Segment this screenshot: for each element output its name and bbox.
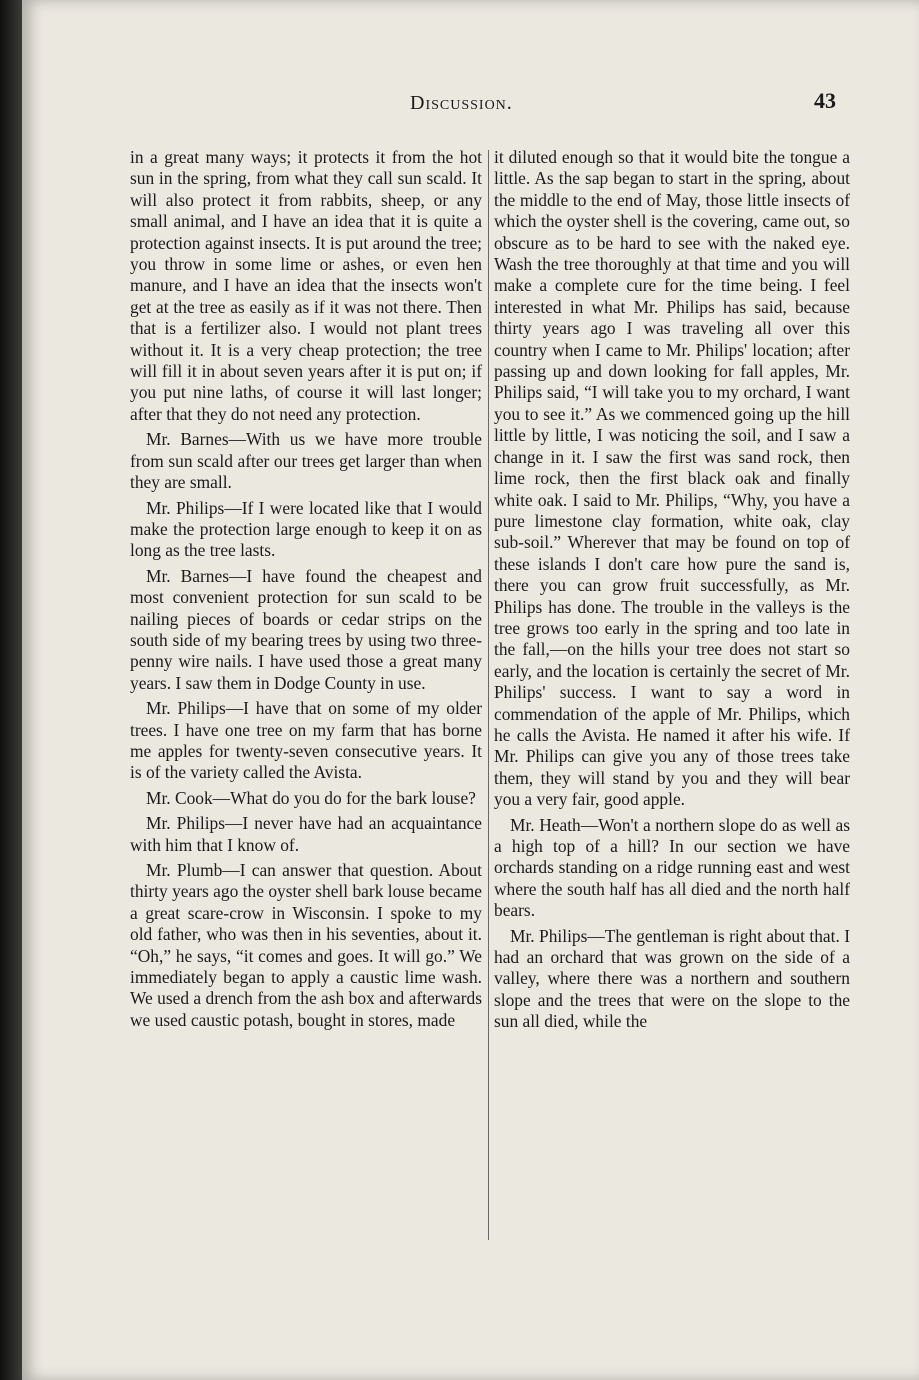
paragraph: Mr. Plumb—I can answer that question. About thirty years ago the oyster shell bark louse became a great scare-crow in Wisconsin. I spoke to my old father, who was then in his seventies, about it. “Oh,” he says, “it comes and goes. It will go.” We immediately began to apply a caustic lime wash. We used a drench from the ash box and afterwards we used caustic potash, bought in stores, made bbox=[130, 860, 482, 1030]
paragraph: Mr. Heath—Won't a northern slope do as well as a high top of a hill? In our section we have orchards standing on a ridge running east and west where the south half has all died and the north half bears. bbox=[494, 814, 850, 921]
paragraph: Mr. Barnes—With us we have more trouble from sun scald after our trees get larger than when they are small. bbox=[130, 429, 482, 493]
book-page bbox=[22, 0, 919, 1380]
paragraph: it diluted enough so that it would bite the tongue a little. As the sap began to start in the spring, about the middle to the end of May, those little insects of which the oyster shell is the covering, came out, so obscure as to be hard to see with the naked eye. Wash the tree thoroughly at that time and you will make a complete cure for the time being. I feel interested in what Mr. Philips has said, because thirty years ago I was traveling all over this country when I came to Mr. Philips' location; after passing up and down looking for fall apples, Mr. Philips said, “I will take you to my orchard, I want you to see it.” As we commenced going up the hill little by little, I was noticing the soil, and I saw a change in it. I saw the first was sand rock, then lime rock, then the first black oak and finally white oak. I said to Mr. Philips, “Why, you have a pure limestone clay formation, white oak, clay sub-soil.” Wherever that may be found on top of these islands I don't care how pure the sand is, there you can grow fruit successfully, as Mr. Philips has done. The trouble in the valleys is the tree grows too early in the spring and too late in the fall,—on the hills your tree does not start so early, and the location is certainly the secret of Mr. Philips' success. I want to say a word in commendation of the apple of Mr. Philips, which he calls the Avista. He named it after his wife. If Mr. Philips can give you any of those trees take them, they will stand by you and they will bear you a very fair, good apple. bbox=[494, 147, 850, 810]
paragraph: Mr. Philips—I have that on some of my older trees. I have one tree on my farm that has borne me apples for twenty-seven consecutive years. It is of the variety called the Avista. bbox=[130, 698, 482, 783]
paragraph: in a great many ways; it protects it from the hot sun in the spring, from what they call sun scald. It will also protect it from rabbits, sheep, or any small animal, and I have an idea that it is quite a protection against insects. It is put around the tree; you throw in some lime or ashes, or even hen manure, and I have an idea that the insects won't get at the tree as easily as if it was not there. Then that is a fertilizer also. I would not plant trees without it. It is a very cheap protection; the tree will fill it in about seven years after it is put on; if you put nine laths, of course it will last longer; after that they do not need any protection. bbox=[130, 147, 482, 424]
right-column bbox=[494, 147, 850, 1033]
paragraph: Mr. Philips—If I were located like that I would make the protection large enough to keep it on as long as the tree lasts. bbox=[130, 497, 482, 561]
column-divider bbox=[488, 150, 489, 1240]
paragraph: Mr. Cook—What do you do for the bark louse? bbox=[146, 787, 476, 808]
paragraph: Mr. Philips—The gentleman is right about that. I had an orchard that was grown on the side of a valley, where there was a northern and southern slope and the trees that were on the slope to the sun all died, while the bbox=[494, 925, 850, 1032]
paragraph: Mr. Philips—I never have had an acquaintance with him that I know of. bbox=[130, 813, 482, 855]
running-head bbox=[22, 88, 919, 122]
left-column bbox=[130, 147, 482, 1031]
paragraph: Mr. Barnes—I have found the cheapest and most convenient protection for sun scald to be nailing pieces of boards or cedar strips on the south side of my bearing trees by using two three-penny wire nails. I have used those a great many years. I saw them in Dodge County in use. bbox=[130, 565, 482, 693]
running-title: Discussion. bbox=[410, 92, 513, 114]
page-number: 43 bbox=[814, 88, 836, 113]
book-binding bbox=[0, 0, 22, 1380]
